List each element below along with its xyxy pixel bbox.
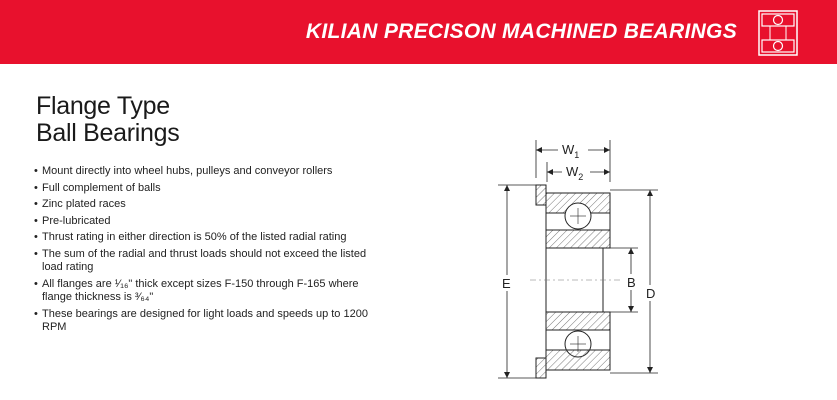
header-title: KILIAN PRECISON MACHINED BEARINGS <box>305 20 737 43</box>
feature-item: • Thrust rating in either direction is 50% of the listed radial rating <box>34 231 384 245</box>
page-title-line1: Flange Type <box>36 92 170 120</box>
bearing-cross-section-diagram <box>490 130 670 390</box>
feature-item: • All flanges are ¹⁄₁₆" thick except sizes F-150 through F-165 where flange thickness is ³⁄₆₄" <box>34 278 384 305</box>
page-title <box>36 93 179 147</box>
feature-item: • These bearings are designed for light loads and speeds up to 1200 RPM <box>34 308 384 335</box>
header-banner <box>0 0 837 64</box>
feature-item: • Mount directly into wheel hubs, pulleys and conveyor rollers <box>34 165 384 179</box>
feature-item: • Full complement of balls <box>34 182 384 196</box>
w1-label: $W_1$ <box>562 142 580 160</box>
w2-label: $W_2$ <box>566 164 584 182</box>
page-title-line2: Ball Bearings <box>36 119 180 147</box>
feature-list <box>34 165 384 338</box>
e-label: E <box>502 276 511 291</box>
b-label: B <box>627 275 636 290</box>
feature-item: • The sum of the radial and thrust loads should not exceed the listed load rating <box>34 248 384 275</box>
d-label: D <box>646 286 656 301</box>
bearing-icon <box>758 10 798 56</box>
feature-item: • Zinc plated races <box>34 198 384 212</box>
feature-item: • Pre-lubricated <box>34 215 384 229</box>
